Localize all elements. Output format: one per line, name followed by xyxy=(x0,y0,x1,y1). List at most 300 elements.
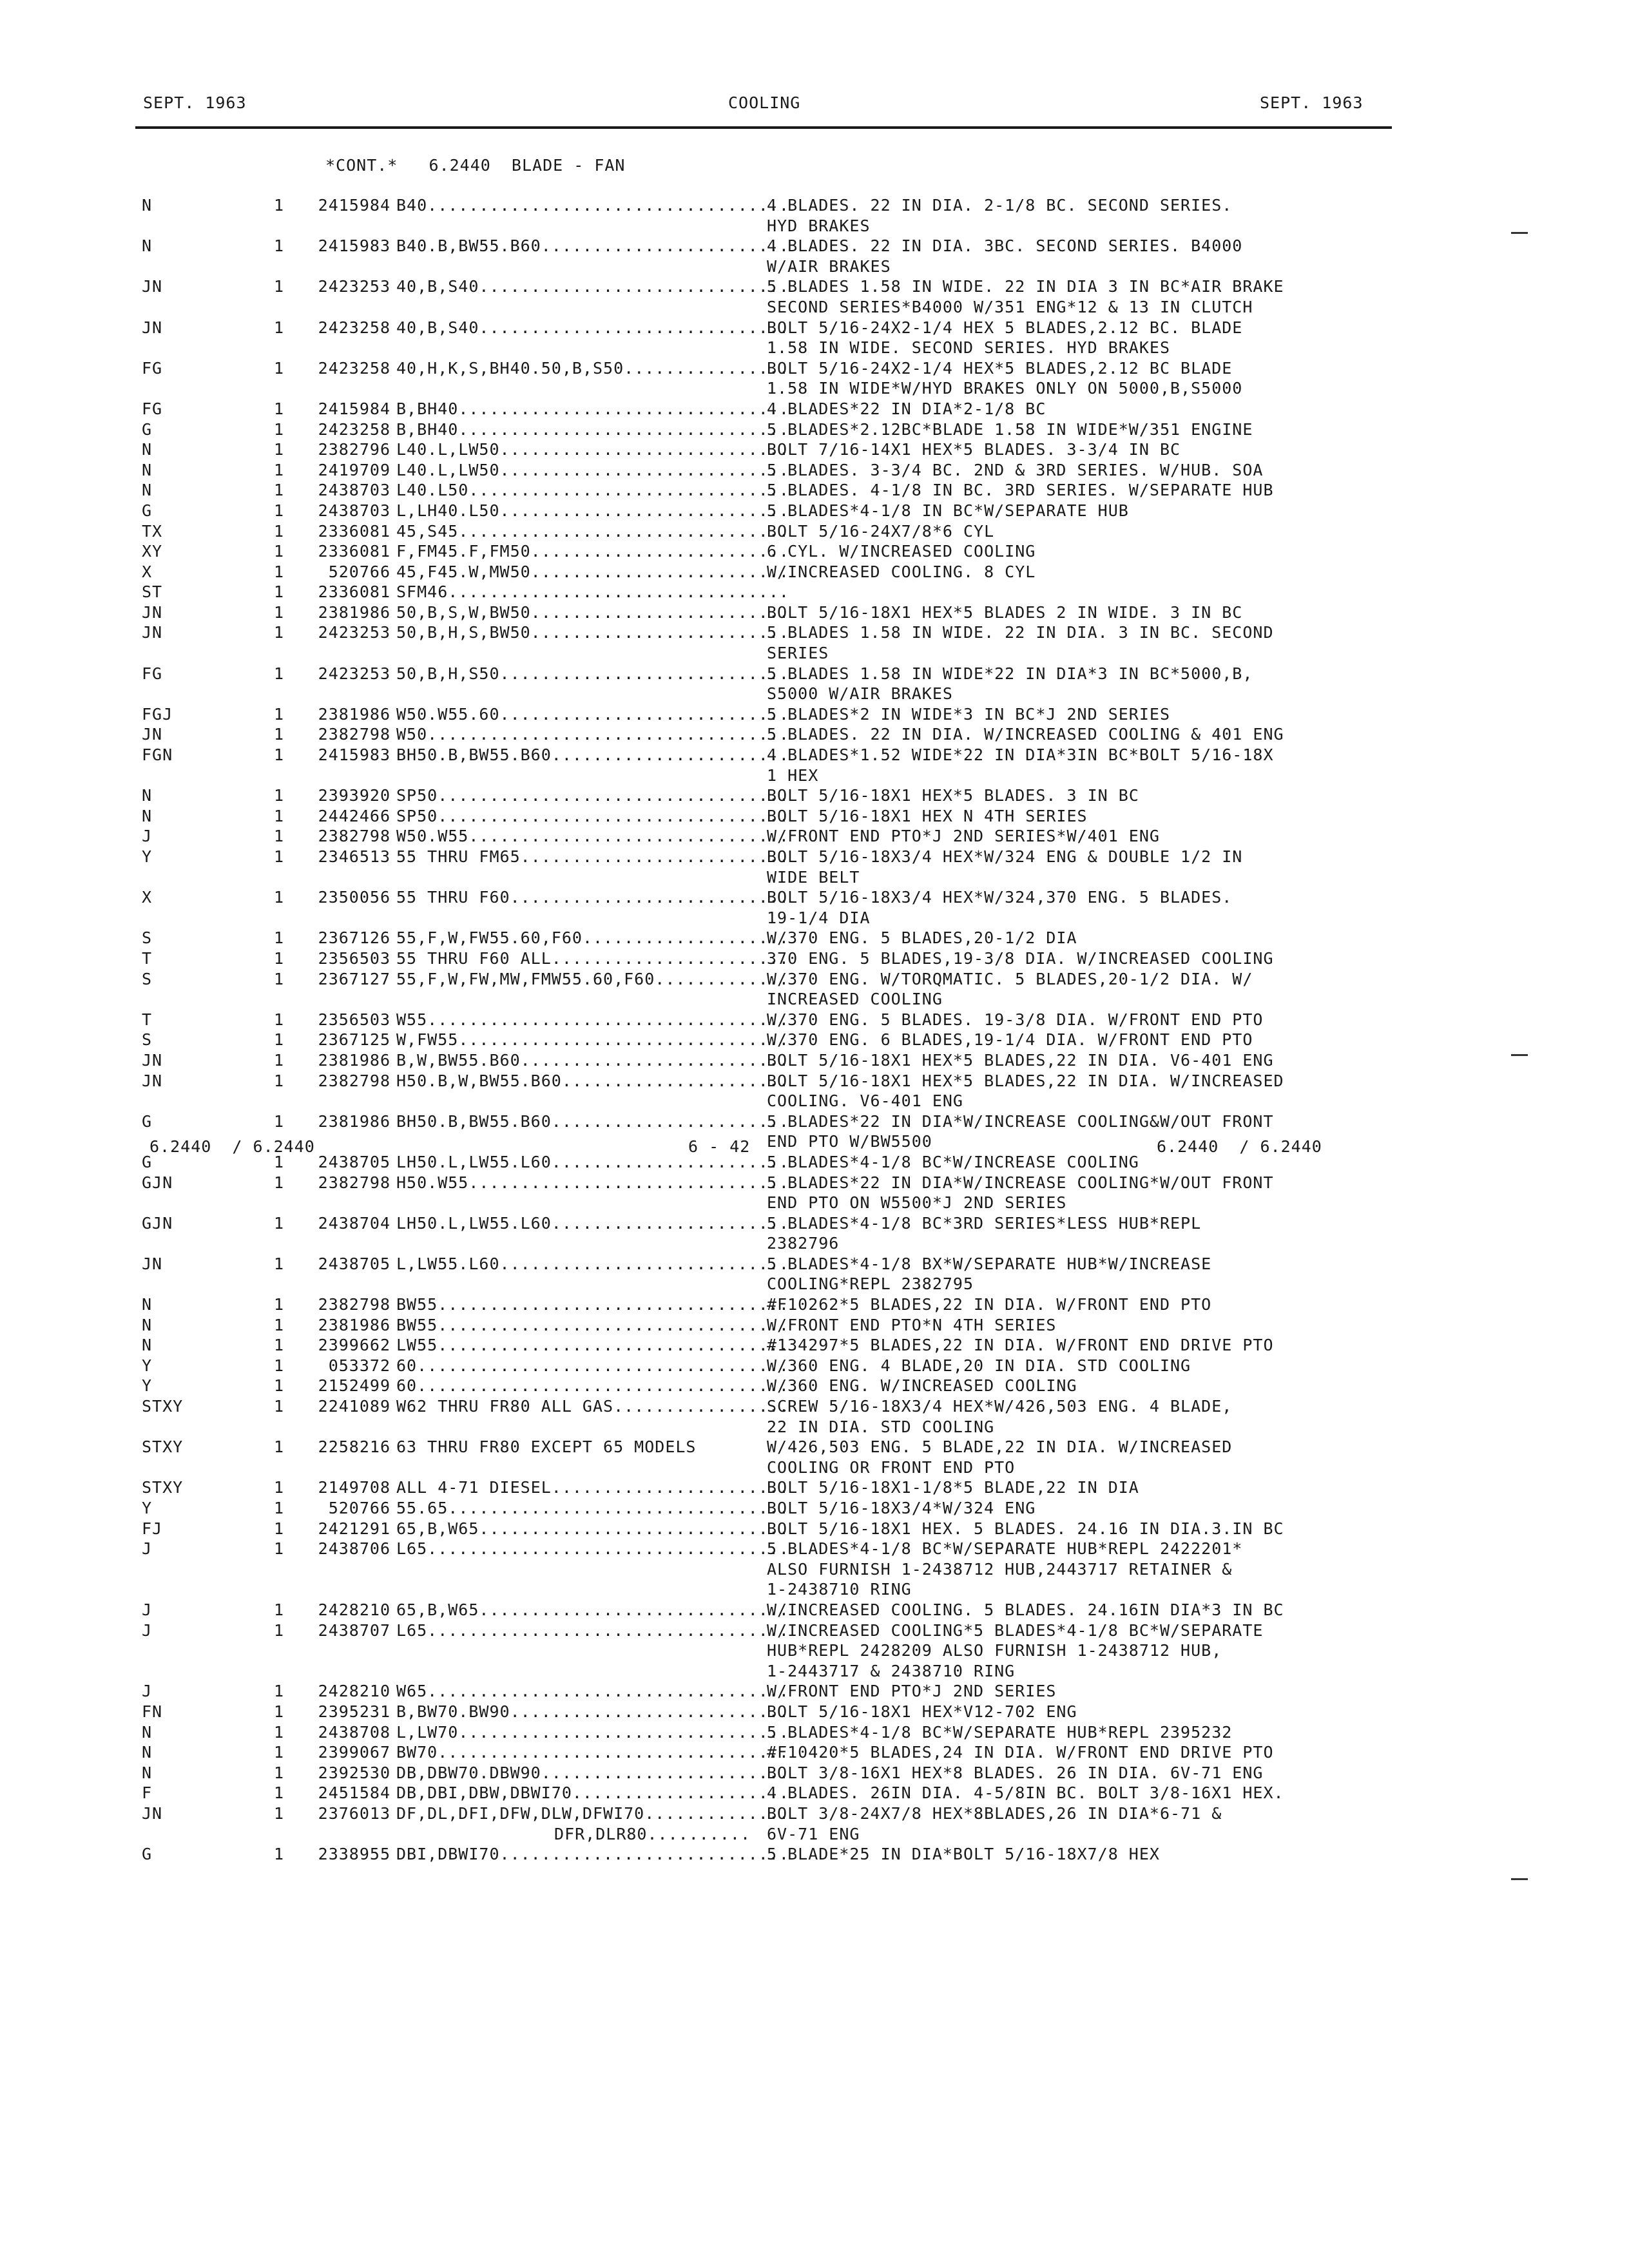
description: BOLT 5/16-18X1 HEX*5 BLADES,22 IN DIA. W/INCREASED xyxy=(767,1071,1284,1090)
model-applicability: DB,DBI,DBW,DBWI70 xyxy=(396,1783,572,1803)
model-applicability: 55,F,W,FW55.60,F60 xyxy=(396,928,583,948)
list-item xyxy=(0,582,1629,602)
model-cell xyxy=(396,1600,789,1620)
entry-line xyxy=(0,602,1629,623)
header-date-left: SEPT. 1963 xyxy=(143,93,247,112)
list-item xyxy=(0,1702,1629,1722)
list-item xyxy=(0,1356,1629,1376)
description-continued: SECOND SERIES*B4000 W/351 ENG*12 & 13 IN CLUTCH xyxy=(767,297,1253,316)
model-applicability: SFM46 xyxy=(396,582,448,602)
leader-dots: ...................... xyxy=(561,1071,789,1090)
model-cell xyxy=(396,1315,789,1336)
quantity: 1 xyxy=(274,1376,285,1396)
entry-line xyxy=(0,460,1629,481)
model-cell xyxy=(396,1071,789,1091)
leader-dots: ........................... xyxy=(510,888,789,907)
model-cell xyxy=(396,460,789,481)
leader-dots: ......................... xyxy=(530,562,789,581)
model-cell xyxy=(396,1050,789,1071)
model-applicability: 63 THRU FR80 EXCEPT 65 MODELS xyxy=(396,1437,697,1457)
quantity: 1 xyxy=(274,847,285,866)
model-cell xyxy=(396,1519,789,1539)
description: W/426,503 ENG. 5 BLADE,22 IN DIA. W/INCREASED xyxy=(767,1437,1233,1457)
entry-line xyxy=(0,785,1629,806)
entry-line xyxy=(0,1539,1629,1559)
list-item xyxy=(0,501,1629,521)
description: W/370 ENG. 5 BLADES,20-1/2 DIA xyxy=(767,928,1077,948)
list-item xyxy=(0,1519,1629,1539)
list-item xyxy=(0,562,1629,582)
model-applicability: F,FM45.F,FM50 xyxy=(396,542,531,561)
model-cell xyxy=(396,1681,789,1702)
footer-right: 6.2440 / 6.2440 xyxy=(1157,1137,1322,1156)
description: 5 BLADES. 22 IN DIA. W/INCREASED COOLING & 401 ENG xyxy=(767,725,1284,744)
quantity: 1 xyxy=(274,1620,285,1640)
entry-line xyxy=(0,1010,1629,1030)
quantity: 1 xyxy=(274,786,285,805)
part-number: 2438705 xyxy=(318,1254,390,1273)
description: BOLT 5/16-18X1 HEX N 4TH SERIES xyxy=(767,806,1088,825)
quantity: 1 xyxy=(274,582,285,602)
part-number: 2415984 xyxy=(318,196,390,215)
leader-dots: ................................ xyxy=(458,1030,789,1050)
quantity: 1 xyxy=(274,460,285,479)
leader-dots: ................................... xyxy=(427,1682,789,1701)
leader-dots: ....................... xyxy=(551,1152,789,1171)
list-item xyxy=(0,1437,1629,1477)
model-applicability: 45,F45.W,MW50 xyxy=(396,562,531,581)
description: 4 BLADES. 26IN DIA. 4-5/8IN BC. BOLT 3/8-16X1 HEX. xyxy=(767,1783,1284,1803)
quantity: 1 xyxy=(274,1173,285,1192)
model-cell xyxy=(396,1477,789,1498)
entry-line xyxy=(0,1173,1629,1193)
list-item xyxy=(0,195,1629,236)
quantity: 1 xyxy=(274,277,285,296)
description: W/FRONT END PTO*J 2ND SERIES*W/401 ENG xyxy=(767,827,1160,846)
model-applicability: 40,B,S40 xyxy=(396,318,479,337)
part-number: 2423253 xyxy=(318,277,390,296)
description: W/370 ENG. 6 BLADES,19-1/4 DIA. W/FRONT END PTO xyxy=(767,1030,1253,1050)
description: BOLT 5/16-18X1 HEX*5 BLADES. 3 IN BC xyxy=(767,786,1139,805)
list-item xyxy=(0,1600,1629,1620)
description: 5 BLADES*22 IN DIA*W/INCREASE COOLING&W/OUT FRONT xyxy=(767,1111,1274,1131)
model-applicability: BH50.B,BW55.B60 xyxy=(396,745,552,765)
description: 5 BLADES*22 IN DIA*W/INCREASE COOLING*W/OUT FRONT xyxy=(767,1173,1274,1192)
list-item xyxy=(0,969,1629,1010)
entry-line xyxy=(0,887,1629,908)
description: 5 BLADES*4-1/8 BC*3RD SERIES*LESS HUB*REPL xyxy=(767,1213,1202,1233)
entry-line xyxy=(0,1111,1629,1132)
section-title: *CONT.* 6.2440 BLADE - FAN xyxy=(325,156,626,175)
list-item xyxy=(0,847,1629,887)
description-continued: INCREASED COOLING xyxy=(767,990,943,1009)
entry-line xyxy=(0,419,1629,440)
leader-dots: .................................. xyxy=(438,806,789,825)
description: W/FRONT END PTO*J 2ND SERIES xyxy=(767,1682,1057,1701)
part-number: 2350056 xyxy=(318,888,390,907)
entry-line xyxy=(0,1356,1629,1376)
list-item xyxy=(0,460,1629,481)
leader-dots: .............................. xyxy=(479,1600,789,1619)
quantity: 1 xyxy=(274,1356,285,1375)
list-item xyxy=(0,1763,1629,1783)
leader-dots: .......... xyxy=(647,1824,751,1843)
model-applicability: B,BH40 xyxy=(396,399,459,418)
model-cell xyxy=(396,1010,789,1030)
leader-dots: ....................... xyxy=(551,1111,789,1131)
list-item xyxy=(0,1498,1629,1519)
part-number: 2367127 xyxy=(318,969,390,988)
model-code: Y xyxy=(142,847,153,866)
leader-dots: .................................. xyxy=(438,1336,789,1355)
description: W/INCREASED COOLING*5 BLADES*4-1/8 BC*W/SEPARATE xyxy=(767,1620,1264,1640)
model-code: FG xyxy=(142,664,163,683)
entry-continuation-line xyxy=(0,256,1629,277)
description-continued: 1.58 IN WIDE. SECOND SERIES. HYD BRAKES xyxy=(767,338,1170,358)
list-item xyxy=(0,1681,1629,1702)
model-code: FG xyxy=(142,358,163,378)
leader-dots: ....................... xyxy=(551,948,789,968)
entry-continuation-line xyxy=(0,684,1629,704)
model-cell xyxy=(396,602,789,623)
model-applicability: 60 xyxy=(396,1356,418,1375)
description: 4 BLADES*1.52 WIDE*22 IN DIA*3IN BC*BOLT 5/16-18X xyxy=(767,745,1274,765)
list-item xyxy=(0,1722,1629,1743)
entry-line xyxy=(0,1519,1629,1539)
model-code: T xyxy=(142,948,153,968)
leader-dots: ....................... xyxy=(551,1478,789,1497)
description: BOLT 5/16-18X3/4 HEX*W/324 ENG & DOUBLE 1/2 IN xyxy=(767,847,1243,866)
entry-line xyxy=(0,195,1629,216)
model-cell xyxy=(396,1213,789,1234)
description: 4 BLADES. 22 IN DIA. 3BC. SECOND SERIES. B4000 xyxy=(767,236,1243,256)
quantity: 1 xyxy=(274,1111,285,1131)
model-cell xyxy=(396,826,789,847)
entry-line xyxy=(0,399,1629,419)
model-code: JN xyxy=(142,623,163,642)
parts-list xyxy=(0,195,1629,1865)
model-cell xyxy=(396,1254,789,1274)
quantity: 1 xyxy=(274,399,285,418)
list-item xyxy=(0,745,1629,785)
leader-dots: ................................... xyxy=(427,196,789,215)
model-cell xyxy=(396,1356,789,1376)
model-code: J xyxy=(142,1539,153,1559)
entry-line xyxy=(0,1213,1629,1234)
header-title: COOLING xyxy=(728,93,801,112)
quantity: 1 xyxy=(274,358,285,378)
part-number: 2258216 xyxy=(318,1437,390,1457)
description: 4 BLADES*22 IN DIA*2-1/8 BC xyxy=(767,399,1046,418)
quantity: 1 xyxy=(274,1519,285,1538)
leader-dots: .................................. xyxy=(438,1315,789,1334)
model-code: FN xyxy=(142,1702,163,1721)
list-item xyxy=(0,826,1629,847)
description: 5 BLADES. 4-1/8 IN BC. 3RD SERIES. W/SEPARATE HUB xyxy=(767,481,1274,500)
model-code: N xyxy=(142,236,153,256)
description: 5 BLADE*25 IN DIA*BOLT 5/16-18X7/8 HEX xyxy=(767,1845,1160,1864)
model-applicability: L40.L50 xyxy=(396,481,469,500)
model-code: S xyxy=(142,969,153,988)
quantity: 1 xyxy=(274,419,285,439)
description: BOLT 5/16-24X2-1/4 HEX 5 BLADES,2.12 BC. BLADE xyxy=(767,318,1243,337)
entry-continuation-line xyxy=(0,989,1629,1010)
part-number: 2438704 xyxy=(318,1213,390,1233)
model-applicability: B40.B,BW55.B60 xyxy=(396,236,541,256)
description: #F10420*5 BLADES,24 IN DIA. W/FRONT END DRIVE PTO xyxy=(767,1743,1274,1762)
model-applicability: 55 THRU F60 ALL xyxy=(396,948,552,968)
entry-continuation-line xyxy=(0,1274,1629,1294)
model-cell xyxy=(396,195,789,216)
description-continued: 1-2443717 & 2438710 RING xyxy=(767,1661,1016,1680)
list-item xyxy=(0,1071,1629,1111)
entry-continuation-line xyxy=(0,908,1629,928)
model-cell xyxy=(396,928,789,948)
model-cell xyxy=(396,1702,789,1722)
model-applicability: W62 THRU FR80 ALL GAS xyxy=(396,1397,614,1416)
description: W/360 ENG. W/INCREASED COOLING xyxy=(767,1376,1077,1396)
entry-continuation-line xyxy=(0,765,1629,786)
quantity: 1 xyxy=(274,236,285,256)
quantity: 1 xyxy=(274,725,285,744)
entry-line xyxy=(0,1722,1629,1743)
model-applicability: DF,DL,DFI,DFW,DLW,DFWI70 xyxy=(396,1803,645,1823)
model-cell xyxy=(396,1111,789,1132)
description-continued: HUB*REPL 2428209 ALSO FURNISH 1-2438712 HUB, xyxy=(767,1641,1222,1660)
description: W/FRONT END PTO*N 4TH SERIES xyxy=(767,1315,1057,1334)
list-item xyxy=(0,276,1629,317)
description: BOLT 5/16-18X1-1/8*5 BLADE,22 IN DIA xyxy=(767,1478,1139,1497)
entry-line xyxy=(0,562,1629,582)
description: 5 BLADES*2 IN WIDE*3 IN BC*J 2ND SERIES xyxy=(767,704,1170,724)
model-code: G xyxy=(142,1845,153,1864)
quantity: 1 xyxy=(274,602,285,622)
leader-dots: .............................. xyxy=(479,277,789,296)
part-number: 2382796 xyxy=(318,440,390,459)
leader-dots: ............................ xyxy=(499,1254,789,1273)
entry-line xyxy=(0,1335,1629,1356)
list-item xyxy=(0,806,1629,827)
description: BOLT 5/16-24X7/8*6 CYL xyxy=(767,521,995,541)
quantity: 1 xyxy=(274,806,285,825)
entry-line xyxy=(0,826,1629,847)
model-applicability: 50,B,H,S,BW50 xyxy=(396,623,531,642)
quantity: 1 xyxy=(274,501,285,520)
part-number: 2438708 xyxy=(318,1722,390,1742)
part-number: 2423258 xyxy=(318,419,390,439)
entry-line xyxy=(0,582,1629,602)
model-code: G xyxy=(142,1111,153,1131)
part-number: 2399662 xyxy=(318,1336,390,1355)
model-code: JN xyxy=(142,602,163,622)
part-number: 2367125 xyxy=(318,1030,390,1050)
entry-line xyxy=(0,1742,1629,1763)
model-code: N xyxy=(142,786,153,805)
part-number: 2356503 xyxy=(318,1010,390,1029)
entry-line xyxy=(0,704,1629,725)
model-applicability: BW70 xyxy=(396,1743,438,1762)
model-applicability: B,BH40 xyxy=(396,419,459,439)
model-cell xyxy=(396,1763,789,1783)
model-code: JN xyxy=(142,1071,163,1090)
list-item xyxy=(0,541,1629,562)
entry-line xyxy=(0,1437,1629,1457)
entry-line xyxy=(0,622,1629,643)
model-applicability: W55 xyxy=(396,1010,428,1029)
quantity: 1 xyxy=(274,745,285,765)
entry-line xyxy=(0,948,1629,969)
leader-dots: ........................ xyxy=(541,236,789,256)
model-cell xyxy=(396,1620,789,1641)
model-cell xyxy=(396,1742,789,1763)
part-number: 2376013 xyxy=(318,1803,390,1823)
description: 5 BLADES 1.58 IN WIDE. 22 IN DIA. 3 IN BC. SECOND xyxy=(767,623,1274,642)
description: BOLT 5/16-18X3/4 HEX*W/324,370 ENG. 5 BLADES. xyxy=(767,888,1233,907)
model-cell xyxy=(396,622,789,643)
description-continued: COOLING OR FRONT END PTO xyxy=(767,1457,1016,1477)
entry-line xyxy=(0,1071,1629,1091)
description-continued: COOLING*REPL 2382795 xyxy=(767,1274,974,1294)
list-item xyxy=(0,318,1629,358)
description: BOLT 5/16-18X1 HEX*5 BLADES,22 IN DIA. V6-401 ENG xyxy=(767,1050,1274,1070)
part-number: 2336081 xyxy=(318,542,390,561)
quantity: 1 xyxy=(274,1702,285,1721)
model-cell xyxy=(396,276,789,297)
model-cell xyxy=(396,582,789,602)
model-code: N xyxy=(142,460,153,479)
entry-line xyxy=(0,806,1629,827)
description-continued: 22 IN DIA. STD COOLING xyxy=(767,1417,995,1436)
entry-line xyxy=(0,724,1629,745)
entry-line xyxy=(0,745,1629,765)
leader-dots: .............. xyxy=(644,1803,789,1823)
model-cell xyxy=(396,1437,697,1457)
description: 5 BLADES*4-1/8 BX*W/SEPARATE HUB*W/INCREASE xyxy=(767,1254,1212,1273)
entry-continuation-line xyxy=(0,1233,1629,1254)
model-code: JN xyxy=(142,277,163,296)
part-number: 2423253 xyxy=(318,664,390,683)
entry-continuation-line xyxy=(0,643,1629,664)
description: W/370 ENG. W/TORQMATIC. 5 BLADES,20-1/2 DIA. W/ xyxy=(767,969,1253,988)
list-item xyxy=(0,236,1629,276)
part-number: 2415983 xyxy=(318,236,390,256)
entry-continuation-line xyxy=(0,338,1629,358)
entry-continuation-line xyxy=(0,1661,1629,1682)
model-code: FG xyxy=(142,399,163,418)
model-applicability: W,FW55 xyxy=(396,1030,459,1050)
leader-dots: ................................... xyxy=(427,1539,789,1559)
model-cell xyxy=(396,1803,789,1824)
list-item xyxy=(0,1396,1629,1437)
part-number: 2438707 xyxy=(318,1620,390,1640)
model-applicability: B,W,BW55.B60 xyxy=(396,1050,521,1070)
quantity: 1 xyxy=(274,562,285,581)
model-applicability: BH50.B,BW55.B60 xyxy=(396,1111,552,1131)
model-code: F xyxy=(142,1783,153,1803)
model-cell xyxy=(396,724,789,745)
entry-line xyxy=(0,1315,1629,1336)
leader-dots: .................................. xyxy=(438,1743,789,1762)
part-number: 2438705 xyxy=(318,1152,390,1171)
list-item xyxy=(0,480,1629,501)
description: 5 BLADES 1.58 IN WIDE*22 IN DIA*3 IN BC*5000,B, xyxy=(767,664,1253,683)
margin-mark xyxy=(1511,1054,1528,1056)
list-item xyxy=(0,399,1629,419)
quantity: 1 xyxy=(274,1254,285,1273)
quantity: 1 xyxy=(274,1071,285,1090)
model-code: N xyxy=(142,1763,153,1782)
model-cell xyxy=(396,480,789,501)
entry-line xyxy=(0,1030,1629,1050)
part-number: 2438706 xyxy=(318,1539,390,1559)
model-code: STXY xyxy=(142,1437,184,1457)
description: 370 ENG. 5 BLADES,19-3/8 DIA. W/INCREASED COOLING xyxy=(767,948,1274,968)
model-code: X xyxy=(142,888,153,907)
description-continued: 1.58 IN WIDE*W/HYD BRAKES ONLY ON 5000,B,S5000 xyxy=(767,379,1243,398)
description: #134297*5 BLADES,22 IN DIA. W/FRONT END DRIVE PTO xyxy=(767,1336,1274,1355)
entry-continuation-line xyxy=(0,216,1629,236)
quantity: 1 xyxy=(274,1152,285,1171)
description-continued: END PTO W/BW5500 xyxy=(767,1132,932,1151)
description-continued: 19-1/4 DIA xyxy=(767,908,871,927)
model-code: GJN xyxy=(142,1173,173,1192)
list-item xyxy=(0,602,1629,623)
model-code: N xyxy=(142,1336,153,1355)
entry-line xyxy=(0,521,1629,542)
header-rule xyxy=(135,126,1392,129)
part-number: 2152499 xyxy=(318,1376,390,1396)
list-item xyxy=(0,1803,1629,1844)
model-cell xyxy=(396,318,789,338)
model-applicability: SP50 xyxy=(396,786,438,805)
model-code: JN xyxy=(142,318,163,337)
entry-line xyxy=(0,1294,1629,1315)
part-number: 2399067 xyxy=(318,1743,390,1762)
part-number: 2381986 xyxy=(318,602,390,622)
entry-line xyxy=(0,358,1629,379)
quantity: 1 xyxy=(274,704,285,724)
model-cell xyxy=(396,969,789,990)
model-applicability: W65 xyxy=(396,1682,428,1701)
leader-dots: ................................ xyxy=(458,399,789,418)
leader-dots: ................................... xyxy=(427,725,789,744)
model-code: Y xyxy=(142,1356,153,1375)
model-cell xyxy=(396,541,789,562)
quantity: 1 xyxy=(274,1722,285,1742)
part-number: 2346513 xyxy=(318,847,390,866)
part-number: 2393920 xyxy=(318,786,390,805)
model-cell xyxy=(396,399,789,419)
part-number: 2423258 xyxy=(318,318,390,337)
list-item xyxy=(0,664,1629,704)
quantity: 1 xyxy=(274,521,285,541)
model-cell xyxy=(396,806,789,827)
leader-dots: ............................... xyxy=(468,481,789,500)
model-applicability: LH50.L,LW55.L60 xyxy=(396,1213,552,1233)
model-code: GJN xyxy=(142,1213,173,1233)
entry-line xyxy=(0,1600,1629,1620)
model-cell xyxy=(396,1783,789,1803)
part-number: 2149708 xyxy=(318,1478,390,1497)
list-item xyxy=(0,1376,1629,1396)
list-item xyxy=(0,358,1629,399)
model-code: G xyxy=(142,501,153,520)
description-continued: 6V-71 ENG xyxy=(767,1824,860,1843)
model-applicability: B40 xyxy=(396,196,428,215)
model-applicability: H50.B,W,BW55.B60 xyxy=(396,1071,562,1090)
model-applicability: L,LW55.L60 xyxy=(396,1254,500,1273)
leader-dots: .................................... xyxy=(417,1356,789,1375)
